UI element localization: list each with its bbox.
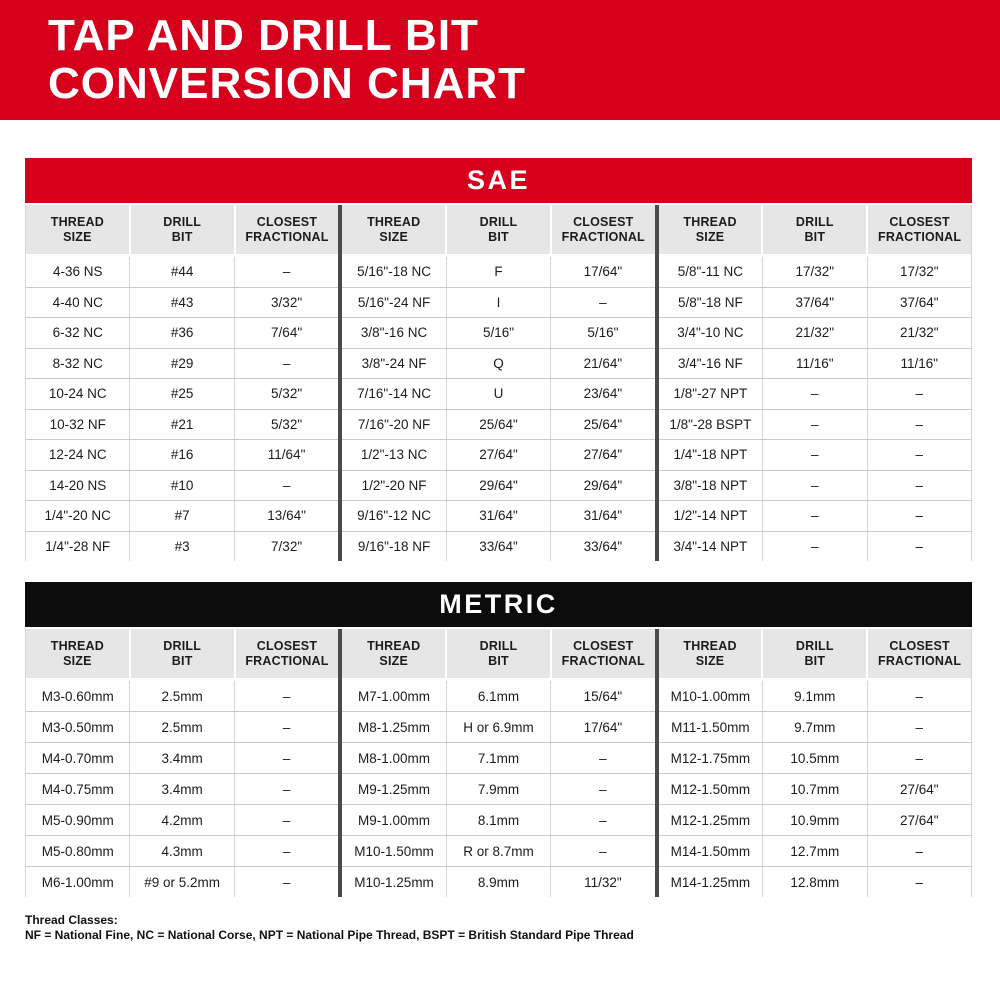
table-cell: – [762, 471, 866, 501]
table-row [26, 378, 338, 409]
table-cell: Q [446, 349, 550, 379]
table-cell: – [762, 379, 866, 409]
table-cell: – [550, 836, 654, 866]
table-cell: 5/32" [234, 379, 338, 409]
table-row [342, 470, 654, 501]
table-cell: R or 8.7mm [446, 836, 550, 866]
table-cell: – [867, 712, 971, 742]
table-cell: #7 [129, 501, 233, 531]
table-cell: 7/32" [234, 532, 338, 562]
table-cell: 17/64" [550, 712, 654, 742]
table-cell: 4.3mm [129, 836, 233, 866]
sae-column-group-1 [26, 205, 338, 561]
table-cell: M12-1.75mm [670, 750, 751, 766]
table-cell: 5/16"-18 NC [357, 264, 431, 280]
table-cell: 10-24 NC [48, 386, 107, 402]
column-header [866, 629, 971, 678]
table-cell: #9 or 5.2mm [129, 867, 233, 897]
table-cell: 33/64" [550, 532, 654, 562]
column-header-line2: SIZE [695, 653, 725, 668]
table-cell: 11/16" [867, 349, 971, 379]
column-header-line2: FRACTIONAL [245, 229, 329, 244]
sae-column-group-3 [655, 205, 971, 561]
table-cell: 37/64" [762, 288, 866, 318]
table-cell: M9-1.25mm [358, 781, 431, 797]
column-header [234, 629, 339, 678]
table-cell: – [550, 805, 654, 835]
table-row [659, 500, 971, 531]
table-cell: 1/8"-28 BSPT [669, 416, 752, 432]
column-header-line2: BIT [488, 653, 509, 668]
table-row [26, 742, 338, 773]
table-cell: 12-24 NC [48, 447, 107, 463]
table-cell: #3 [129, 532, 233, 562]
column-header [550, 205, 655, 254]
table-cell: 5/32" [234, 410, 338, 440]
table-cell: 25/64" [550, 410, 654, 440]
table-row [342, 254, 654, 287]
table-row [26, 711, 338, 742]
column-header-row [342, 629, 654, 678]
table-row [26, 409, 338, 440]
column-header-line1: DRILL [795, 639, 834, 653]
table-cell: M8-1.25mm [358, 719, 431, 735]
column-header-line2: FRACTIONAL [561, 653, 645, 668]
column-header [761, 205, 866, 254]
table-cell: 27/64" [550, 440, 654, 470]
table-row [659, 348, 971, 379]
table-cell: 2.5mm [129, 681, 233, 711]
footnote-body: NF = National Fine, NC = National Corse, NPT = National Pipe Thread, BSPT = British Standard Pipe Thread [25, 928, 634, 942]
table-cell: M11-1.50mm [671, 719, 750, 735]
table-cell: 31/64" [446, 501, 550, 531]
table-cell: – [762, 410, 866, 440]
table-cell: 31/64" [550, 501, 654, 531]
table-cell: 1/4"-18 NPT [673, 447, 748, 463]
page-header [0, 0, 1000, 120]
table-row [26, 866, 338, 897]
table-cell: M12-1.50mm [670, 781, 751, 797]
table-cell: – [867, 410, 971, 440]
column-header-row [26, 629, 338, 678]
table-cell: – [867, 471, 971, 501]
table-cell: 7.9mm [446, 774, 550, 804]
table-cell: 6-32 NC [52, 325, 103, 341]
table-cell: M8-1.00mm [358, 750, 431, 766]
table-cell: 17/32" [762, 257, 866, 287]
table-cell: – [867, 532, 971, 562]
table-cell: 37/64" [867, 288, 971, 318]
table-cell: 11/32" [550, 867, 654, 897]
column-header [550, 629, 655, 678]
column-header-line1: THREAD [683, 215, 737, 229]
table-cell: #10 [129, 471, 233, 501]
table-row [342, 866, 654, 897]
sae-table-title: SAE [25, 158, 972, 203]
column-header-line1: CLOSEST [256, 215, 318, 229]
column-header [342, 629, 445, 678]
table-cell: 5/8"-11 NC [677, 264, 744, 280]
table-cell: M14-1.50mm [670, 843, 751, 859]
table-cell: 21/64" [550, 349, 654, 379]
table-cell: 7/16"-14 NC [357, 386, 431, 402]
table-cell: 5/16" [446, 318, 550, 348]
table-cell: 9.1mm [762, 681, 866, 711]
table-cell: – [867, 836, 971, 866]
table-cell: 21/32" [867, 318, 971, 348]
table-row [342, 439, 654, 470]
table-row [342, 678, 654, 711]
table-cell: 1/2"-20 NF [361, 477, 427, 493]
table-cell: 7/64" [234, 318, 338, 348]
page-title-line2: CONVERSION CHART [48, 59, 527, 108]
table-cell: M5-0.80mm [41, 843, 114, 859]
column-header-line1: CLOSEST [889, 639, 950, 653]
table-cell: #29 [129, 349, 233, 379]
column-header-line1: THREAD [50, 639, 105, 653]
table-row [342, 835, 654, 866]
table-cell: – [234, 743, 338, 773]
table-cell: 17/32" [867, 257, 971, 287]
column-header [445, 205, 550, 254]
table-cell: M10-1.00mm [670, 688, 751, 704]
table-cell: M9-1.00mm [358, 812, 431, 828]
table-cell: H or 6.9mm [446, 712, 550, 742]
column-header-line2: FRACTIONAL [245, 653, 329, 668]
column-header-line2: FRACTIONAL [561, 229, 645, 244]
table-cell: – [550, 743, 654, 773]
table-cell: 29/64" [446, 471, 550, 501]
table-cell: – [762, 532, 866, 562]
table-cell: – [762, 501, 866, 531]
table-cell: 3/4"-14 NPT [673, 538, 748, 554]
table-row [342, 711, 654, 742]
table-cell: 27/64" [867, 774, 971, 804]
table-row [342, 742, 654, 773]
table-cell: – [234, 471, 338, 501]
column-header-line2: FRACTIONAL [877, 229, 962, 244]
table-cell: M10-1.25mm [354, 874, 434, 890]
table-cell: 4-40 NC [52, 294, 103, 310]
column-header-line1: THREAD [367, 639, 421, 653]
table-cell: 5/16"-24 NF [357, 294, 431, 310]
table-cell: 11/64" [234, 440, 338, 470]
table-cell: M3-0.60mm [41, 688, 114, 704]
footnote [25, 913, 1000, 943]
table-cell: 7/16"-20 NF [357, 416, 431, 432]
table-cell: 21/32" [762, 318, 866, 348]
table-cell: – [867, 743, 971, 773]
table-cell: – [867, 440, 971, 470]
table-row [659, 439, 971, 470]
table-row [26, 348, 338, 379]
table-cell: 11/16" [762, 349, 866, 379]
table-cell: 7.1mm [446, 743, 550, 773]
table-cell: 25/64" [446, 410, 550, 440]
column-header-line1: DRILL [795, 215, 834, 229]
column-header-line2: SIZE [695, 229, 725, 244]
table-cell: M4-0.70mm [41, 750, 114, 766]
table-row [659, 531, 971, 562]
table-row [659, 742, 971, 773]
table-cell: – [762, 440, 866, 470]
table-row [26, 835, 338, 866]
table-cell: 10.7mm [762, 774, 866, 804]
column-header-line1: CLOSEST [573, 215, 634, 229]
table-cell: 12.7mm [762, 836, 866, 866]
table-cell: M10-1.50mm [354, 843, 434, 859]
column-header [659, 629, 762, 678]
table-cell: 29/64" [550, 471, 654, 501]
table-cell: #21 [129, 410, 233, 440]
table-row [26, 678, 338, 711]
table-cell: 10-32 NF [49, 416, 106, 432]
table-cell: 6.1mm [446, 681, 550, 711]
table-row [342, 317, 654, 348]
table-cell: – [234, 712, 338, 742]
column-header-line1: THREAD [367, 215, 421, 229]
table-row [26, 439, 338, 470]
table-cell: 9/16"-18 NF [357, 538, 431, 554]
table-row [342, 531, 654, 562]
table-row [659, 773, 971, 804]
table-cell: 4-36 NS [52, 264, 103, 280]
table-cell: M3-0.50mm [41, 719, 114, 735]
column-header [26, 629, 129, 678]
column-header-line1: DRILL [479, 639, 518, 653]
column-header [445, 629, 550, 678]
column-header-line1: DRILL [163, 215, 202, 229]
table-cell: 12.8mm [762, 867, 866, 897]
table-row [659, 378, 971, 409]
column-header-line1: DRILL [163, 639, 202, 653]
table-cell: 3.4mm [129, 743, 233, 773]
table-cell: – [867, 867, 971, 897]
column-header-line2: BIT [804, 229, 826, 244]
table-cell: – [550, 288, 654, 318]
column-header-line1: DRILL [479, 215, 518, 229]
metric-section [25, 582, 972, 897]
table-cell: #43 [129, 288, 233, 318]
table-cell: 33/64" [446, 532, 550, 562]
table-row [26, 317, 338, 348]
table-row [659, 804, 971, 835]
sae-column-group-2 [338, 205, 654, 561]
column-header [342, 205, 445, 254]
table-cell: 1/2"-13 NC [360, 447, 428, 463]
table-cell: 10.9mm [762, 805, 866, 835]
table-row [26, 287, 338, 318]
column-header-line2: SIZE [63, 653, 92, 668]
table-cell: 8.9mm [446, 867, 550, 897]
column-header-line1: THREAD [683, 639, 737, 653]
table-cell: #16 [129, 440, 233, 470]
table-row [659, 409, 971, 440]
table-cell: – [867, 379, 971, 409]
table-cell: 15/64" [550, 681, 654, 711]
table-cell: 3/4"-16 NF [677, 355, 743, 371]
metric-table [25, 629, 972, 897]
table-row [342, 409, 654, 440]
column-header [234, 205, 339, 254]
table-cell: 8-32 NC [52, 355, 103, 371]
page-title [48, 12, 1000, 108]
table-cell: 1/4"-28 NF [45, 538, 111, 554]
sae-table [25, 205, 972, 561]
column-header-line2: BIT [171, 653, 193, 668]
column-header [659, 205, 762, 254]
column-header [129, 629, 234, 678]
column-header-line2: BIT [171, 229, 193, 244]
table-row [342, 287, 654, 318]
table-cell: 1/8"-27 NPT [673, 386, 748, 402]
column-header-line2: FRACTIONAL [877, 653, 962, 668]
table-cell: 3.4mm [129, 774, 233, 804]
column-header-line1: CLOSEST [256, 639, 318, 653]
table-cell: M6-1.00mm [41, 874, 114, 890]
column-header-line2: SIZE [379, 229, 409, 244]
column-header-row [659, 205, 971, 254]
table-cell: 13/64" [234, 501, 338, 531]
table-cell: 3/8"-18 NPT [673, 477, 748, 493]
table-cell: 14-20 NS [49, 477, 107, 493]
metric-column-group-1 [26, 629, 338, 897]
table-cell: F [446, 257, 550, 287]
table-cell: – [234, 681, 338, 711]
table-cell: – [234, 257, 338, 287]
table-row [659, 287, 971, 318]
table-row [659, 254, 971, 287]
column-header-row [659, 629, 971, 678]
table-cell: 3/8"-24 NF [361, 355, 427, 371]
table-cell: M4-0.75mm [41, 781, 114, 797]
metric-column-group-3 [655, 629, 971, 897]
table-row [659, 678, 971, 711]
column-header-line1: CLOSEST [573, 639, 634, 653]
table-cell: M12-1.25mm [670, 812, 751, 828]
page-title-line1: TAP AND DRILL BIT [48, 11, 479, 60]
table-cell: 9.7mm [762, 712, 866, 742]
column-header-line2: BIT [488, 229, 509, 244]
table-cell: 2.5mm [129, 712, 233, 742]
table-cell: #36 [129, 318, 233, 348]
table-cell: 23/64" [550, 379, 654, 409]
column-header [26, 205, 129, 254]
sae-section [25, 158, 972, 561]
column-header-line1: CLOSEST [889, 215, 950, 229]
table-cell: 1/2"-14 NPT [673, 508, 748, 524]
table-cell: #25 [129, 379, 233, 409]
table-cell: 4.2mm [129, 805, 233, 835]
table-row [26, 531, 338, 562]
table-cell: – [234, 349, 338, 379]
column-header-line1: THREAD [50, 215, 105, 229]
table-cell: 10.5mm [762, 743, 866, 773]
column-header [129, 205, 234, 254]
table-cell: 3/32" [234, 288, 338, 318]
table-cell: 5/16" [550, 318, 654, 348]
column-header-row [342, 205, 654, 254]
table-cell: 3/8"-16 NC [360, 325, 428, 341]
table-cell: 8.1mm [446, 805, 550, 835]
table-cell: M7-1.00mm [358, 688, 431, 704]
table-row [26, 500, 338, 531]
table-row [342, 500, 654, 531]
table-row [659, 470, 971, 501]
table-cell: M14-1.25mm [670, 874, 751, 890]
table-cell: M5-0.90mm [41, 812, 114, 828]
table-cell: – [550, 774, 654, 804]
table-row [26, 254, 338, 287]
table-cell: 9/16"-12 NC [357, 508, 431, 524]
table-row [26, 773, 338, 804]
column-header-row [26, 205, 338, 254]
table-cell: – [234, 836, 338, 866]
table-row [342, 378, 654, 409]
table-row [26, 804, 338, 835]
table-cell: 27/64" [867, 805, 971, 835]
table-cell: #44 [129, 257, 233, 287]
table-row [342, 348, 654, 379]
table-cell: – [234, 867, 338, 897]
table-row [659, 866, 971, 897]
column-header [866, 205, 971, 254]
table-cell: – [234, 774, 338, 804]
column-header [761, 629, 866, 678]
metric-table-title: METRIC [25, 582, 972, 627]
table-cell: 3/4"-10 NC [677, 325, 744, 341]
table-row [659, 835, 971, 866]
table-cell: – [867, 681, 971, 711]
table-cell: 1/4"-20 NC [44, 508, 111, 524]
column-header-line2: SIZE [379, 653, 409, 668]
table-cell: I [446, 288, 550, 318]
column-header-line2: BIT [804, 653, 826, 668]
table-row [659, 711, 971, 742]
table-cell: – [234, 805, 338, 835]
table-row [342, 804, 654, 835]
metric-column-group-2 [338, 629, 654, 897]
table-row [659, 317, 971, 348]
table-cell: 17/64" [550, 257, 654, 287]
table-cell: U [446, 379, 550, 409]
footnote-heading: Thread Classes: [25, 913, 118, 927]
table-row [26, 470, 338, 501]
table-cell: 5/8"-18 NF [677, 294, 743, 310]
table-cell: – [867, 501, 971, 531]
table-cell: 27/64" [446, 440, 550, 470]
table-row [342, 773, 654, 804]
column-header-line2: SIZE [63, 229, 92, 244]
